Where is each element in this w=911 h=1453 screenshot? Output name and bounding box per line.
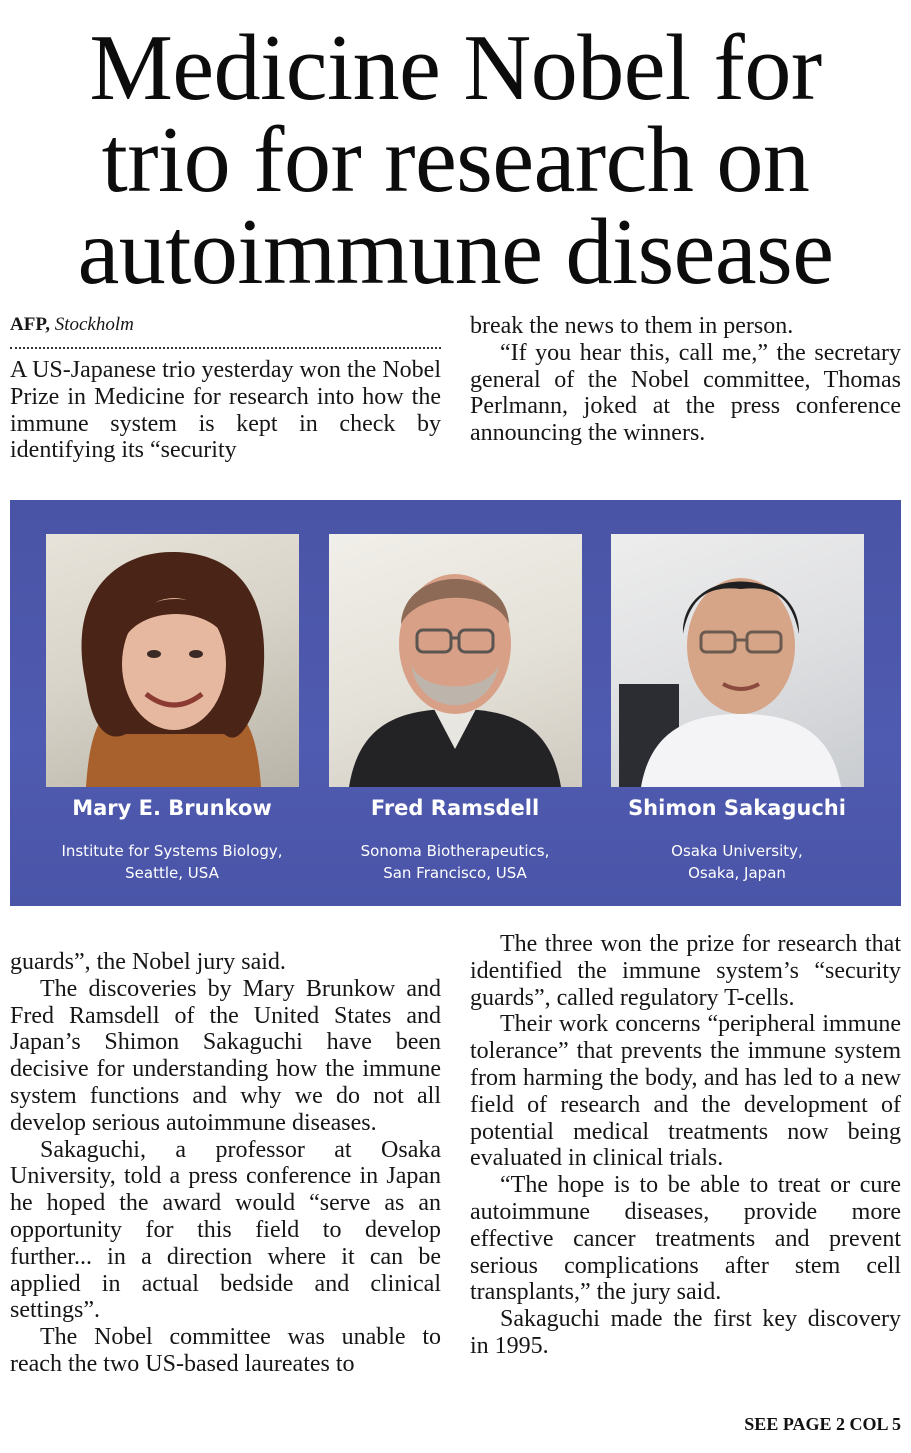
paragraph: The Nobel committee was unable to reach the two US-based laureates to xyxy=(10,1324,441,1377)
portrait-brunkow xyxy=(46,534,299,787)
laureate-institution xyxy=(587,840,887,884)
paragraph: Sakaguchi, a professor at Osaka University, told a press conference in Japan he hoped the award would “serve as an opportunity for this field to develop further... in a direction where it can be applied in actual bedside and clinical settings”. xyxy=(10,1136,441,1324)
laureate-name: Mary E. Brunkow xyxy=(72,796,272,820)
headline-line-2: trio for research on xyxy=(101,108,810,212)
paragraph: Sakaguchi made the first key discovery in 1995. xyxy=(470,1306,901,1359)
paragraph: guards”, the Nobel jury said. xyxy=(10,949,286,975)
headline-line-3: autoimmune disease xyxy=(77,200,834,304)
institution-line: Sonoma Biotherapeutics, xyxy=(360,842,550,860)
byline-agency: AFP, xyxy=(10,314,50,335)
institution-line: Seattle, USA xyxy=(125,864,219,882)
portrait-sakaguchi xyxy=(611,534,864,787)
paragraph: The discoveries by Mary Brunkow and Fred Ramsdell of the United States and Japan’s Shimon Sakaguchi have been decisive for understanding how the immune system functions and why we do not all develop serious autoimmune diseases. xyxy=(10,975,441,1136)
institution-line: Osaka, Japan xyxy=(688,864,786,882)
byline-location: Stockholm xyxy=(54,314,134,335)
top-right-column xyxy=(470,313,901,447)
paragraph: A US-Japanese trio yesterday won the Nobel Prize in Medicine for research into how the immune system is kept in check by identifying its “security xyxy=(10,357,441,464)
headline-line-1: Medicine Nobel for xyxy=(89,16,822,120)
bottom-left-column xyxy=(10,949,441,1378)
paragraph: “The hope is to be able to treat or cure autoimmune diseases, provide more effective cancer treatments and prevent serious complications after stem cell transplants,” the jury said. xyxy=(470,1172,901,1306)
portrait-ramsdell xyxy=(329,534,582,787)
headline xyxy=(0,16,911,304)
institution-line: San Francisco, USA xyxy=(383,864,527,882)
laureate-institution xyxy=(22,840,322,884)
continuation-jump: SEE PAGE 2 COL 5 xyxy=(744,1414,901,1434)
paragraph: The three won the prize for research that identified the immune system’s “security guards”, called regulatory T-cells. xyxy=(470,931,901,1011)
paragraph: “If you hear this, call me,” the secretary general of the Nobel committee, Thomas Perlmann, joked at the press conference announcing the winners. xyxy=(470,339,901,447)
top-left-column xyxy=(10,313,441,464)
institution-line: Osaka University, xyxy=(671,842,803,860)
institution-line: Institute for Systems Biology, xyxy=(61,842,283,860)
paragraph: break the news to them in person. xyxy=(470,313,794,339)
laureate-institution xyxy=(305,840,605,884)
byline-divider xyxy=(10,347,441,349)
paragraph: Their work concerns “peripheral immune tolerance” that prevents the immune system from harming the body, and has led to a new field of research and the development of potential medical treatments now being evaluated in clinical trials. xyxy=(470,1011,901,1172)
bottom-right-column xyxy=(470,931,901,1360)
laureate-name: Fred Ramsdell xyxy=(370,796,540,820)
laureates-photo xyxy=(10,500,901,906)
laureate-name: Shimon Sakaguchi xyxy=(628,796,846,820)
byline xyxy=(10,313,441,337)
